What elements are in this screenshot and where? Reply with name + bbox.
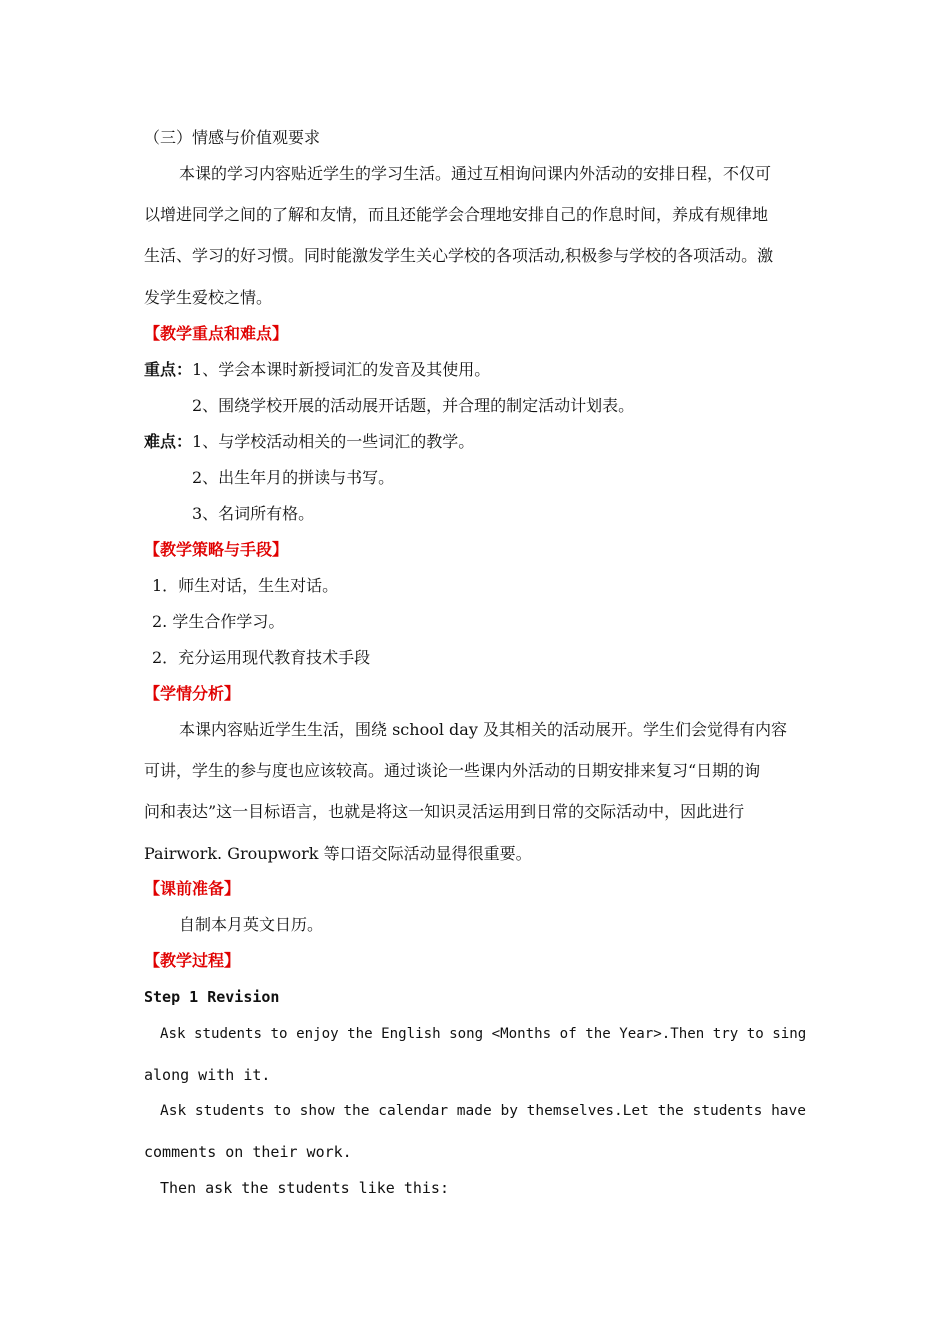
heading-strategy: 【教学策略与手段】 xyxy=(144,540,289,559)
key-label: 重点： xyxy=(144,360,193,379)
paragraph-line: 问和表达”这一目标语言，也就是将这一知识灵活运用到日常的交际活动中，因此进行 xyxy=(144,802,745,821)
step-title: Step 1 Revision xyxy=(144,988,280,1006)
paragraph-line: 生活、学习的好习惯。同时能激发学生关心学校的各项活动,积极参与学校的各项活动。激 xyxy=(144,246,774,265)
revision-line: along with it. xyxy=(144,1066,271,1084)
revision-line: Ask students to enjoy the English song <Months of the Year>.Then try to sing xyxy=(160,1026,807,1042)
revision-line: comments on their work. xyxy=(144,1143,352,1161)
paragraph-line: 可讲，学生的参与度也应该较高。通过谈论一些课内外活动的日期安排来复习“日期的询 xyxy=(144,761,761,780)
difficult-item: 1、与学校活动相关的一些词汇的教学。 xyxy=(192,432,475,451)
difficult-point-3: 3、名词所有格。 xyxy=(192,504,315,523)
paragraph-line: 本课的学习内容贴近学生的学习生活。通过互相询问课内外活动的安排日程，不仅可 xyxy=(179,164,772,183)
difficult-label: 难点： xyxy=(144,432,193,451)
paragraph-line: 以增进同学之间的了解和友情，而且还能学会合理地安排自己的作息时间，养成有规律地 xyxy=(144,205,769,224)
strategy-item: 2. 学生合作学习。 xyxy=(152,612,285,631)
revision-line: Ask students to show the calendar made by themselves.Let the students have xyxy=(160,1103,807,1119)
revision-line: Then ask the students like this: xyxy=(160,1179,449,1197)
difficult-point-2: 2、出生年月的拼读与书写。 xyxy=(192,468,395,487)
paragraph-line: 本课内容贴近学生生活，围绕 school day 及其相关的活动展开。学生们会觉得有内容 xyxy=(179,720,787,739)
strategy-item: 2．充分运用现代教育技术手段 xyxy=(152,648,371,667)
key-point-1 xyxy=(144,360,490,380)
heading-preparation: 【课前准备】 xyxy=(144,879,241,898)
heading-process: 【教学过程】 xyxy=(144,951,241,970)
difficult-point-1 xyxy=(144,432,474,452)
strategy-item: 1．师生对话，生生对话。 xyxy=(152,576,339,595)
paragraph-line: 发学生爱校之情。 xyxy=(144,288,273,307)
paragraph-line: Pairwork. Groupwork 等口语交际活动显得很重要。 xyxy=(144,844,532,863)
preparation-text: 自制本月英文日历。 xyxy=(179,915,324,934)
key-point-2: 2、围绕学校开展的活动展开话题，并合理的制定活动计划表。 xyxy=(192,396,635,415)
section-heading-emotion: （三）情感与价值观要求 xyxy=(144,128,321,147)
key-item: 1、学会本课时新授词汇的发音及其使用。 xyxy=(192,360,491,379)
heading-analysis: 【学情分析】 xyxy=(144,684,241,703)
heading-key-points: 【教学重点和难点】 xyxy=(144,324,289,343)
